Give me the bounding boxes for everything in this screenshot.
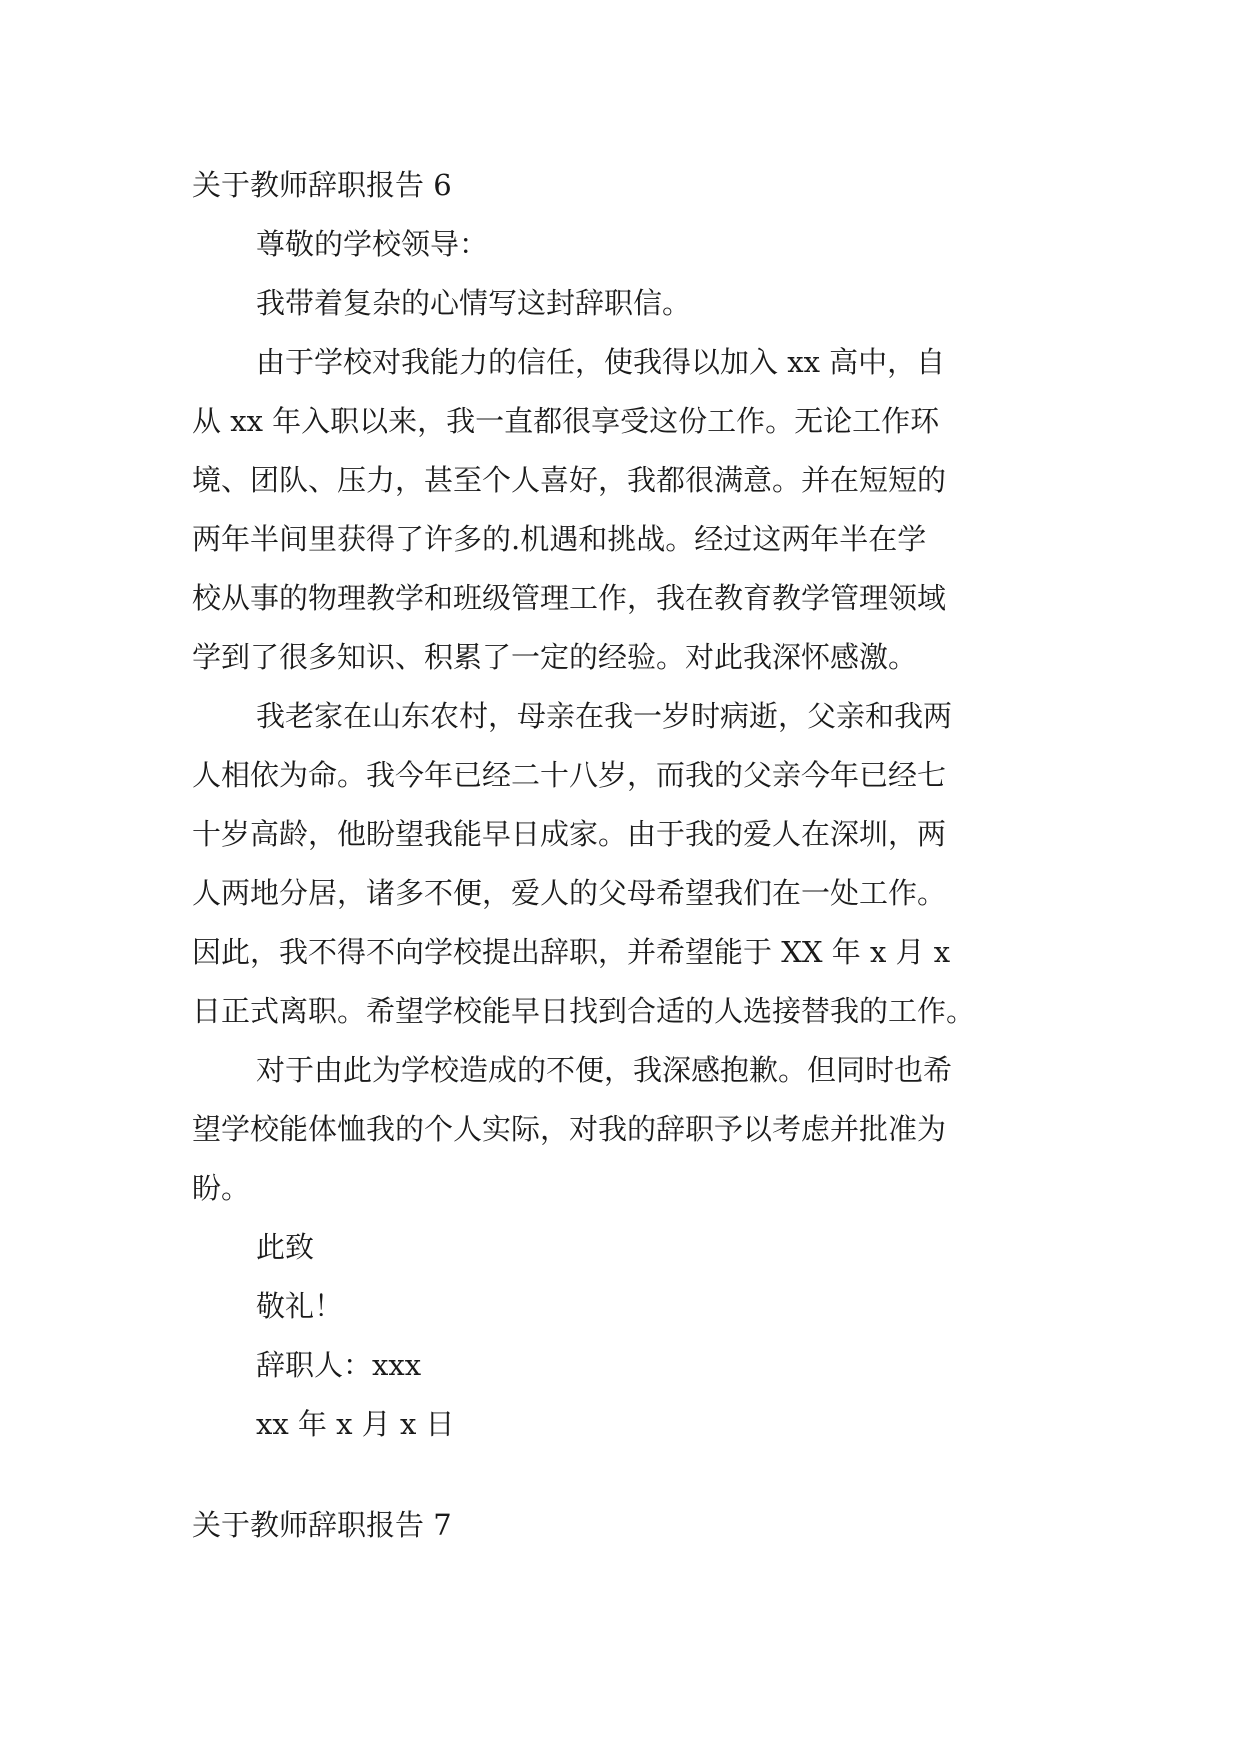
- paragraph-1-line-5: 校从事的物理教学和班级管理工作，我在教育教学管理领域: [192, 581, 947, 615]
- paragraph-2-line-6: 日正式离职。希望学校能早日找到合适的人选接替我的工作。: [192, 994, 976, 1028]
- paragraph-2-line-4: 人两地分居，诸多不便，爱人的父母希望我们在一处工作。: [192, 876, 947, 910]
- date-line: xx 年 x 月 x 日: [256, 1407, 455, 1441]
- paragraph-2-line-1: 我老家在山东农村，母亲在我一岁时病逝，父亲和我两: [256, 699, 953, 733]
- paragraph-2-line-3: 十岁高龄，他盼望我能早日成家。由于我的爱人在深圳，两: [192, 817, 947, 851]
- signature-line: 辞职人：xxx: [256, 1348, 422, 1382]
- paragraph-1-line-3: 境、团队、压力，甚至个人喜好，我都很满意。并在短短的: [192, 463, 947, 497]
- opening-line: 我带着复杂的心情写这封辞职信。: [256, 286, 692, 320]
- paragraph-1-line-2: 从 xx 年入职以来，我一直都很享受这份工作。无论工作环: [192, 404, 940, 438]
- salutation: 尊敬的学校领导：: [256, 227, 489, 261]
- closing-line-1: 此致: [256, 1230, 315, 1264]
- paragraph-2-line-2: 人相依为命。我今年已经二十八岁，而我的父亲今年已经七: [192, 758, 947, 792]
- paragraph-1-line-4: 两年半间里获得了许多的.机遇和挑战。经过这两年半在学: [192, 522, 927, 556]
- closing-line-2: 敬礼！: [256, 1289, 344, 1323]
- paragraph-1-line-6: 学到了很多知识、积累了一定的经验。对此我深怀感激。: [192, 640, 918, 674]
- paragraph-1-line-1: 由于学校对我能力的信任，使我得以加入 xx 高中，自: [256, 345, 946, 379]
- paragraph-2-line-5: 因此，我不得不向学校提出辞职，并希望能于 XX 年 x 月 x: [192, 935, 951, 969]
- report-6-title: 关于教师辞职报告 6: [192, 168, 452, 202]
- paragraph-3-line-3: 盼。: [192, 1171, 251, 1205]
- paragraph-3-line-2: 望学校能体恤我的个人实际，对我的辞职予以考虑并批准为: [192, 1112, 947, 1146]
- report-7-title: 关于教师辞职报告 7: [192, 1508, 452, 1542]
- paragraph-3-line-1: 对于由此为学校造成的不便，我深感抱歉。但同时也希: [256, 1053, 953, 1087]
